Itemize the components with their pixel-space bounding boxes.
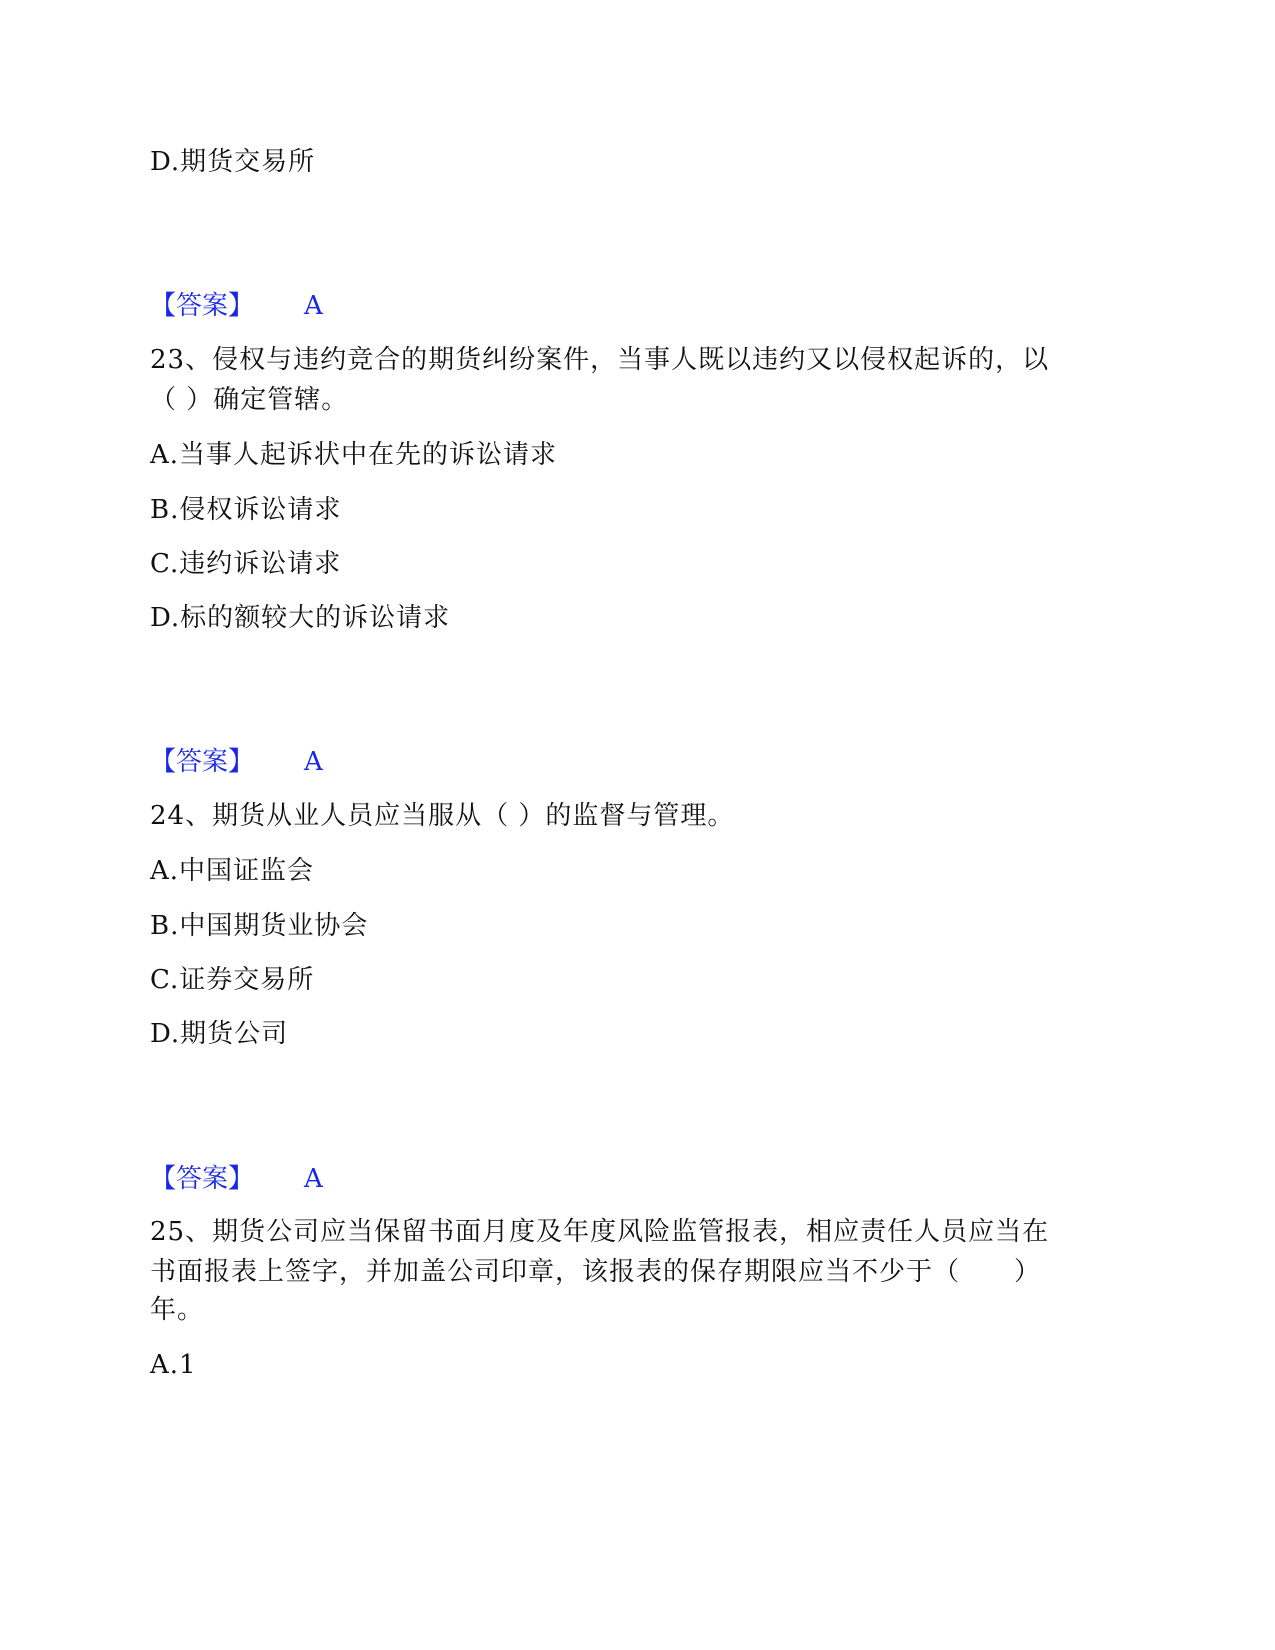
question-stem-continued: 书面报表上签字，并加盖公司印章，该报表的保存期限应当不少于（ ） [150, 1257, 1042, 1287]
option-a: A.当事人起诉状中在先的诉讼请求 [150, 440, 558, 470]
option-a: A.中国证监会 [150, 856, 315, 886]
option-a: A.1 [150, 1350, 197, 1380]
answer-value: A [304, 747, 323, 777]
question-stem-continued: 年。 [150, 1295, 205, 1325]
option-d: D.期货交易所 [150, 147, 316, 177]
question-stem: 23、侵权与违约竞合的期货纠纷案件，当事人既以违约又以侵权起诉的，以 [150, 345, 1050, 375]
answer-label: 【答案】 [150, 747, 255, 777]
option-c: C.证券交易所 [150, 965, 315, 995]
question-stem: 25、期货公司应当保留书面月度及年度风险监管报表，相应责任人员应当在 [150, 1217, 1050, 1247]
answer-row [150, 742, 323, 782]
answer-value: A [304, 291, 323, 321]
answer-row [150, 1159, 323, 1199]
option-d: D.标的额较大的诉讼请求 [150, 603, 451, 633]
answer-row [150, 286, 323, 326]
answer-label: 【答案】 [150, 291, 255, 321]
option-b: B.中国期货业协会 [150, 911, 369, 941]
question-stem: 24、期货从业人员应当服从（ ）的监督与管理。 [150, 801, 735, 831]
option-b: B.侵权诉讼请求 [150, 495, 342, 525]
answer-value: A [304, 1164, 323, 1194]
answer-label: 【答案】 [150, 1164, 255, 1194]
option-c: C.违约诉讼请求 [150, 549, 342, 579]
option-d: D.期货公司 [150, 1019, 289, 1049]
question-stem-continued: （ ）确定管辖。 [150, 385, 349, 415]
